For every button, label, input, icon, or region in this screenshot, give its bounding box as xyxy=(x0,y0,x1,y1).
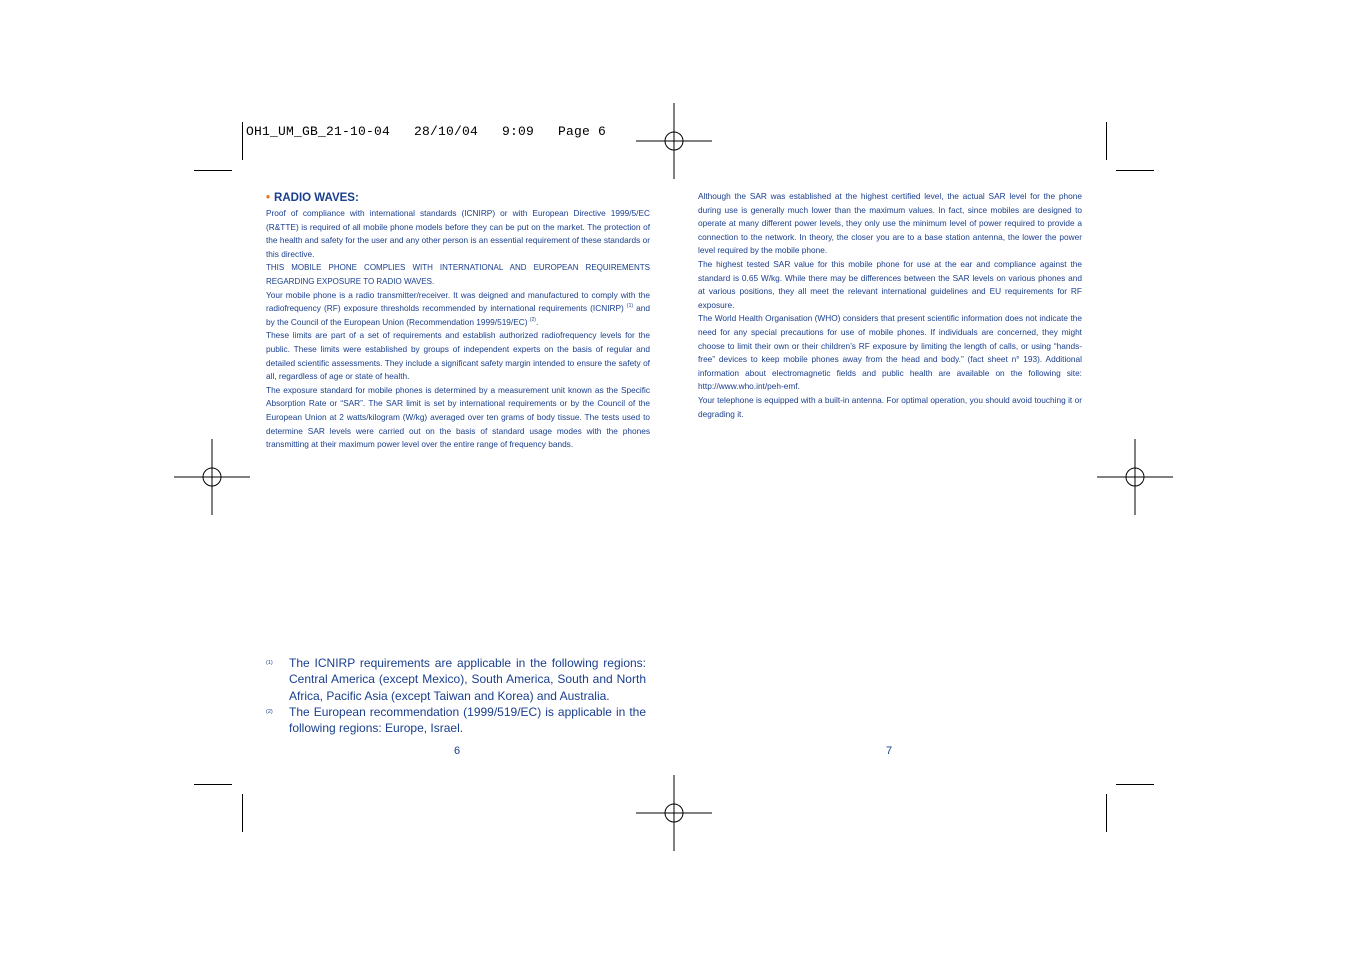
footnote-text: The European recommendation (1999/519/EC) is applicable in the following regions: Europe, Israel. xyxy=(289,704,646,736)
paragraph-text: . xyxy=(535,316,539,327)
left-page-body xyxy=(266,191,650,452)
registration-mark-icon xyxy=(1097,439,1173,515)
registration-mark-icon xyxy=(636,103,712,179)
section-heading xyxy=(266,191,650,206)
footnote-text: The ICNIRP requirements are applicable in the following regions: Central America (except Mexico), South America, South and North Africa, Pacific Asia (except Taiwan and Korea) and Australia. xyxy=(289,656,646,703)
crop-mark xyxy=(242,122,243,160)
footnote xyxy=(266,655,646,704)
crop-mark xyxy=(242,794,243,832)
footnote-mark: (1) xyxy=(266,660,273,666)
registration-mark-icon xyxy=(636,775,712,851)
paragraph: The exposure standard for mobile phones is determined by a measurement unit known as the Specific Absorption Rate or “SAR”. The SAR limit is set by international requirements or by the Council of the European Union at 2 watts/kilogram (W/kg) averaged over ten grams of body tissue. The tests used to determine SAR levels were carried out on the basis of standard usage modes with the phones transmitting at their maximum power level over the entire range of frequency bands. xyxy=(266,384,650,450)
paragraph: Your telephone is equipped with a built-in antenna. For optimal operation, you should avoid touching it or degrading it. xyxy=(698,394,1082,419)
crop-mark xyxy=(1116,170,1154,171)
footnote-ref-2: (2) xyxy=(529,316,536,323)
paragraph xyxy=(266,289,650,330)
right-page-body xyxy=(698,190,1082,421)
heading-bullet: • xyxy=(266,192,271,204)
crop-mark xyxy=(194,170,232,171)
crop-mark xyxy=(1106,122,1107,160)
heading-text: RADIO WAVES: xyxy=(274,192,359,204)
paragraph-text: and by the Council of the European Union (Recommendation 1999/519/EC) xyxy=(266,303,650,327)
paragraph: The highest tested SAR value for this mobile phone for use at the ear and compliance against the standard is 0.65 W/kg. While there may be differences between the SAR levels on various phones and at various positions, they all meet the relevant international guidelines and EU requirements for RF exposure. xyxy=(698,258,1082,310)
print-slug: OH1_UM_GB_21-10-04 28/10/04 9:09 Page 6 xyxy=(246,124,607,139)
compliance-statement: THIS MOBILE PHONE COMPLIES WITH INTERNATIONAL AND EUROPEAN REQUIREMENTS REGARDING EXPOSURE TO RADIO WAVES. xyxy=(266,263,650,286)
footnote-ref-1: (1) xyxy=(626,303,634,310)
crop-mark xyxy=(1106,794,1107,832)
page-number-right: 7 xyxy=(886,745,893,757)
paragraph: Although the SAR was established at the highest certified level, the actual SAR level for the phone during use is generally much lower than the maximum values. In fact, since mobiles are designed to operate at many different power levels, they only use the minimum level of power required to provide a connection to the network. In theory, the closer you are to a base station antenna, the lower the power level required by the mobile phone. xyxy=(698,191,1082,256)
footnote xyxy=(266,704,646,737)
crop-mark xyxy=(194,784,232,785)
registration-mark-icon xyxy=(174,439,250,515)
crop-mark xyxy=(1116,784,1154,785)
footnotes xyxy=(266,655,646,736)
paragraph-text: Your mobile phone is a radio transmitter/receiver. It was deigned and manufactured to comply with the radiofrequency (RF) exposure thresholds recommended by international requirements (ICNIRP) xyxy=(266,289,650,314)
page-number-left: 6 xyxy=(454,745,461,757)
paragraph: These limits are part of a set of requirements and establish authorized radiofrequency levels for the public. These limits were established by groups of independent experts on the basis of regular and detailed scientific assessments. They include a significant safety margin intended to ensure the safety of all, regardless of age or state of health. xyxy=(266,330,650,382)
paragraph: Proof of compliance with international standards (ICNIRP) or with European Directive 1999/5/EC (R&TTE) is required of all mobile phone models before they can be put on the market. The protection of the health and safety for the user and any other person is an essential requirement of these standards or this directive. xyxy=(266,208,650,259)
paragraph: The World Health Organisation (WHO) considers that present scientific information does not indicate the need for any special precautions for use of mobile phones. If individuals are concerned, they might choose to limit their own or their children’s RF exposure by limiting the length of calls, or using “hands-free” devices to keep mobile phones away from the head and body.” (fact sheet n° 193). Additional information about electromagnetic fields and public health are available on the following site: http://www.who.int/peh-emf. xyxy=(698,313,1082,392)
footnote-mark: (2) xyxy=(266,708,273,715)
